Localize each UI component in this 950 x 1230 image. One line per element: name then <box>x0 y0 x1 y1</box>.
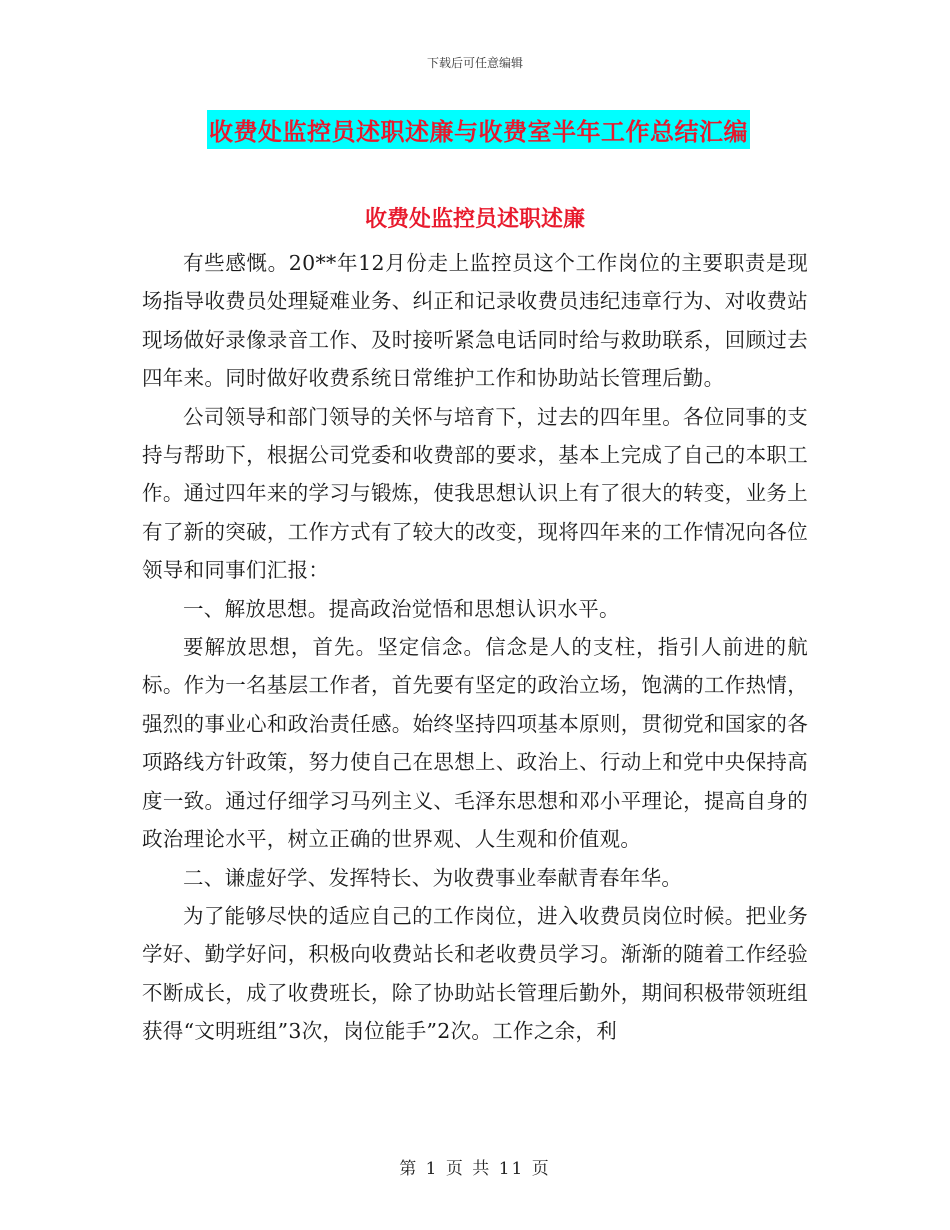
paragraph: 公司领导和部门领导的关怀与培育下，过去的四年里。各位同事的支持与帮助下，根据公司党委和收费部的要求，基本上完成了自己的本职工作。通过四年来的学习与锻炼，使我思想认识上有了很大的转变，业务上有了新的突破，工作方式有了较大的改变，现将四年来的工作情况向各位领导和同事们汇报： <box>142 404 808 583</box>
document-title: 收费处监控员述职述廉与收费室半年工作总结汇编 <box>207 110 750 149</box>
page-number: 第 1 页 共 11 页 <box>399 1159 551 1179</box>
section-title: 收费处监控员述职述廉 <box>364 207 585 232</box>
paragraph: 为了能够尽快的适应自己的工作岗位，进入收费员岗位时候。把业务学好、勤学好问，积极向收费站长和老收费员学习。渐渐的随着工作经验不断成长，成了收费班长，除了协助站长管理后勤外，期间积极带领班组获得“文明班组”3次，岗位能手”2次。工作之余，利 <box>142 903 808 1044</box>
paragraph: 要解放思想，首先。坚定信念。信念是人的支柱，指引人前进的航标。作为一名基层工作者，首先要有坚定的政治立场，饱满的工作热情，强烈的事业心和政治责任感。始终坚持四项基本原则，贯彻党和国家的各项路线方针政策，努力使自己在思想上、政治上、行动上和党中央保持高度一致。通过仔细学习马列主义、毛泽东思想和邓小平理论，提高自身的政治理论水平，树立正确的世界观、人生观和价值观。 <box>142 635 808 852</box>
section-heading: 二、谦虚好学、发挥特长、为收费事业奉献青春年华。 <box>183 865 683 890</box>
paragraph: 有些感慨。20**年12月份走上监控员这个工作岗位的主要职责是现场指导收费员处理疑难业务、纠正和记录收费员违纪违章行为、对收费站现场做好录像录音工作、及时接听紧急电话同时给与救助联系，回顾过去四年来。同时做好收费系统日常维护工作和协助站长管理后勤。 <box>142 251 808 391</box>
page-header-note: 下载后可任意编辑 <box>426 56 523 70</box>
document-body <box>142 244 808 1051</box>
section-heading: 一、解放思想。提高政治觉悟和思想认识水平。 <box>183 596 620 621</box>
